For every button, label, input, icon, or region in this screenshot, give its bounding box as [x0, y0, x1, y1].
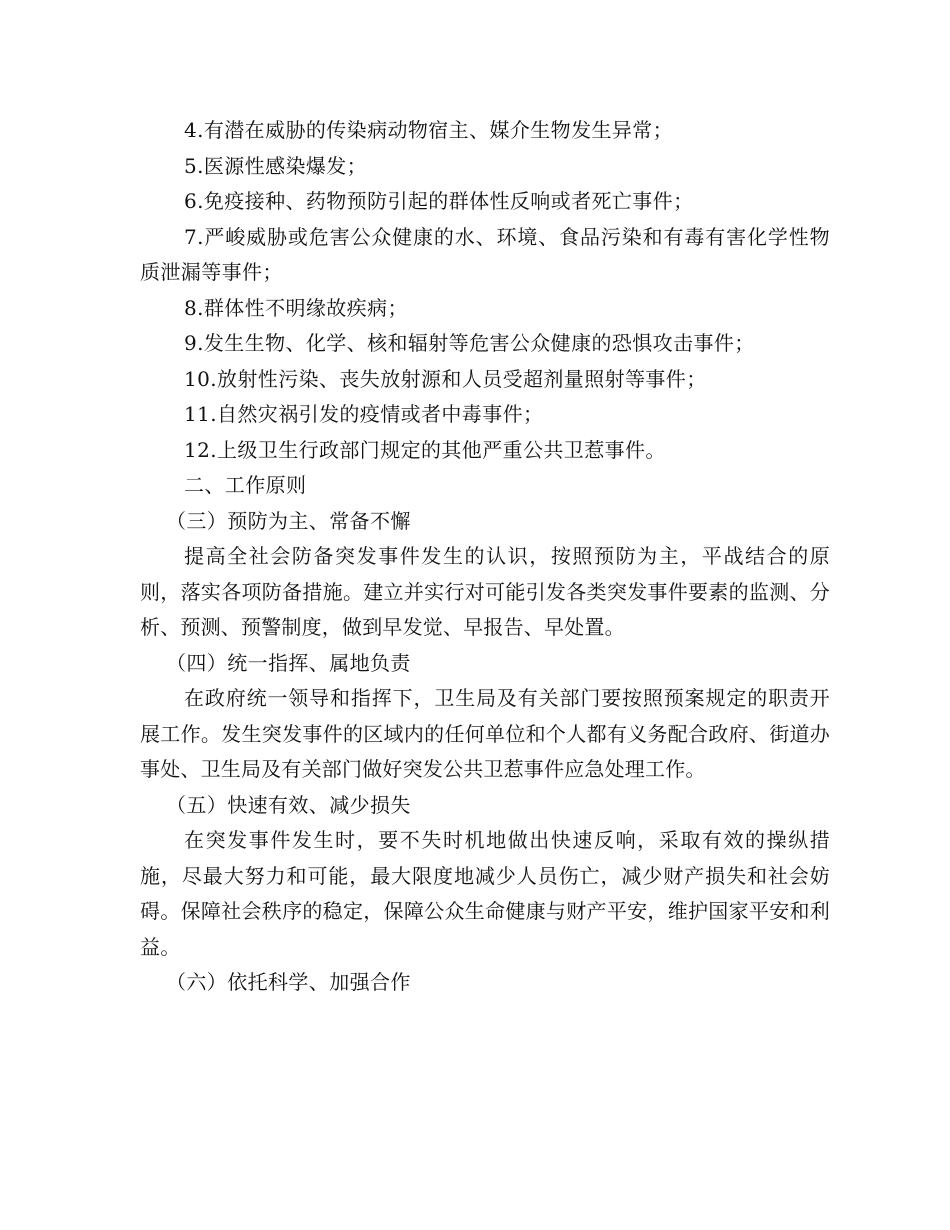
principle-body-5: 在突发事件发生时，要不失时机地做出快速反响，采取有效的操纵措施，尽最大努力和可能，最大限度地减少人员伤亡，减少财产损失和社会妨碍。保障社会秩序的稳定，保障公众生命健康与财产平安，维护国家平安和利益。 [140, 828, 830, 959]
principle-body-3: 提高全社会防备突发事件发生的认识，按照预防为主，平战结合的原则，落实各项防备措施。建立并实行对可能引发各类突发事件要素的监测、分析、预测、预警制度，做到早发觉、早报告、早处置。 [140, 544, 830, 639]
list-item-12: 12.上级卫生行政部门规定的其他严重公共卫惹事件。 [184, 437, 666, 462]
section-heading: 二、工作原则 [184, 473, 307, 497]
principle-heading-3: （三）预防为主、常备不懈 [166, 508, 411, 533]
list-item-4: 4.有潜在威胁的传染病动物宿主、媒介生物发生异常； [184, 118, 674, 142]
principle-heading-4: （四）统一指挥、属地负责 [166, 650, 411, 675]
principle-heading-5: （五）快速有效、减少损失 [166, 792, 411, 817]
list-item-10: 10.放射性污染、丧失放射源和人员受超剂量照射等事件； [184, 366, 707, 391]
principle-body-4: 在政府统一领导和指挥下，卫生局及有关部门要按照预案规定的职责开展工作。发生突发事件的区域内的任何单位和个人都有义务配合政府、街道办事处、卫生局及有关部门做好突发公共卫惹事件应急处理工作。 [140, 686, 830, 781]
list-item-6: 6.免疫接种、药物预防引起的群体性反响或者死亡事件； [184, 189, 694, 213]
document-page [140, 113, 830, 1001]
list-item-7: 7.严峻威胁或危害公众健康的水、环境、食品污染和有毒有害化学性物质泄漏等事件； [140, 224, 830, 284]
list-item-5: 5.医源性感染爆发； [184, 153, 368, 178]
principle-heading-6: （六）依托科学、加强合作 [166, 970, 411, 994]
list-item-8: 8.群体性不明缘故疾病； [184, 295, 408, 320]
list-item-11: 11.自然灾祸引发的疫情或者中毒事件； [184, 402, 544, 426]
list-item-9: 9.发生生物、化学、核和辐射等危害公众健康的恐惧攻击事件； [184, 331, 755, 355]
